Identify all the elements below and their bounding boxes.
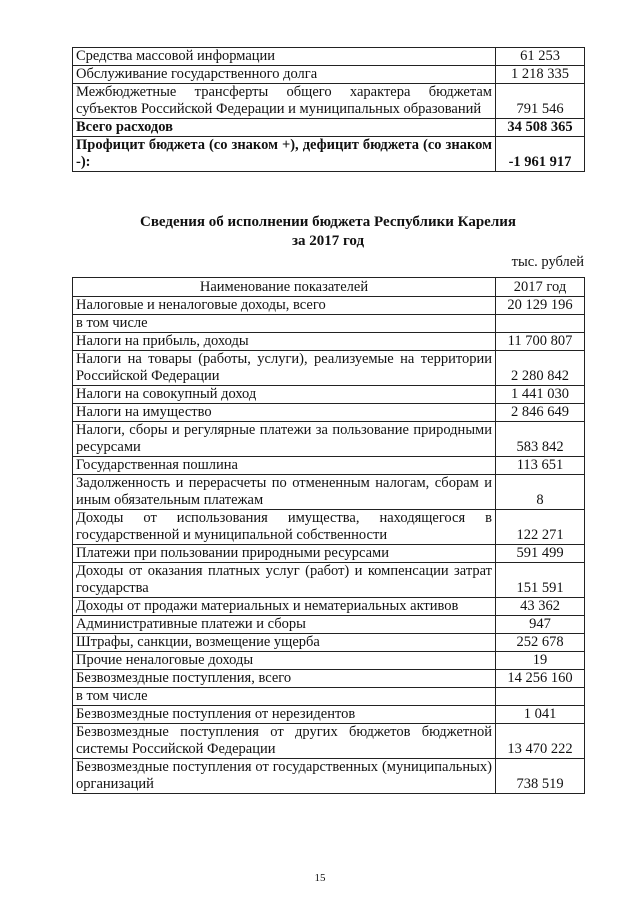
row-value-cell: 583 842 xyxy=(496,422,585,457)
row-value-cell: 151 591 xyxy=(496,563,585,598)
row-value-cell: 43 362 xyxy=(496,598,585,616)
table-row xyxy=(73,598,585,616)
row-value-cell: 947 xyxy=(496,616,585,634)
table-row xyxy=(73,545,585,563)
table-row xyxy=(73,706,585,724)
table-row xyxy=(73,652,585,670)
table-row xyxy=(73,333,585,351)
row-label-cell: Налоговые и неналоговые доходы, всего xyxy=(73,297,496,315)
row-label-cell: Профицит бюджета (со знаком +), дефицит бюджета (со знаком -): xyxy=(73,137,496,172)
table-row xyxy=(73,315,585,333)
table-row xyxy=(73,66,585,84)
table-row xyxy=(73,670,585,688)
row-value-cell: 591 499 xyxy=(496,545,585,563)
row-label-cell: Всего расходов xyxy=(73,119,496,137)
table-row xyxy=(73,759,585,794)
row-label-cell: Прочие неналоговые доходы xyxy=(73,652,496,670)
row-value-cell: 8 xyxy=(496,475,585,510)
table-row xyxy=(73,137,585,172)
table-row xyxy=(73,351,585,386)
row-label-cell: Доходы от оказания платных услуг (работ) и компенсации затрат государства xyxy=(73,563,496,598)
page-number: 15 xyxy=(314,872,326,884)
row-label-cell: Обслуживание государственного долга xyxy=(73,66,496,84)
row-label-cell: Средства массовой информации xyxy=(73,48,496,66)
table-row xyxy=(73,297,585,315)
row-value-cell: 11 700 807 xyxy=(496,333,585,351)
row-value-cell: -1 961 917 xyxy=(496,137,585,172)
table-row xyxy=(73,616,585,634)
section-title xyxy=(72,213,584,251)
header-name-cell: Наименование показателей xyxy=(73,278,496,297)
row-label-cell: Задолженность и перерасчеты по отмененным налогам, сборам и иным обязательным платежам xyxy=(73,475,496,510)
row-value-cell: 122 271 xyxy=(496,510,585,545)
row-value-cell: 113 651 xyxy=(496,457,585,475)
row-label-cell: Безвозмездные поступления от других бюджетов бюджетной системы Российской Федерации xyxy=(73,724,496,759)
row-label-cell: Безвозмездные поступления от нерезидентов xyxy=(73,706,496,724)
row-value-cell: 13 470 222 xyxy=(496,724,585,759)
table-row xyxy=(73,510,585,545)
row-label-cell: Налоги на прибыль, доходы xyxy=(73,333,496,351)
row-label-cell: Административные платежи и сборы xyxy=(73,616,496,634)
expenses-summary-table xyxy=(72,47,585,172)
row-label-cell: Налоги, сборы и регулярные платежи за пользование природными ресурсами xyxy=(73,422,496,457)
table-row xyxy=(73,119,585,137)
section-title-line-2: за 2017 год xyxy=(291,233,365,249)
table-row xyxy=(73,422,585,457)
table-row xyxy=(73,563,585,598)
row-label-cell: Платежи при пользовании природными ресурсами xyxy=(73,545,496,563)
table-row xyxy=(73,84,585,119)
row-value-cell: 252 678 xyxy=(496,634,585,652)
row-label-cell: Доходы от продажи материальных и нематериальных активов xyxy=(73,598,496,616)
row-label-cell: Государственная пошлина xyxy=(73,457,496,475)
table-row xyxy=(73,688,585,706)
table-row xyxy=(73,634,585,652)
row-label-cell: Налоги на товары (работы, услуги), реализуемые на территории Российской Федерации xyxy=(73,351,496,386)
section-title-line-1: Сведения об исполнении бюджета Республики Карелия xyxy=(140,214,516,230)
row-label-cell: в том числе xyxy=(73,688,496,706)
row-value-cell: 20 129 196 xyxy=(496,297,585,315)
row-label-cell: в том числе xyxy=(73,315,496,333)
row-value-cell xyxy=(496,315,585,333)
table-row xyxy=(73,386,585,404)
row-value-cell xyxy=(496,688,585,706)
row-label-cell: Налоги на имущество xyxy=(73,404,496,422)
table-row xyxy=(73,457,585,475)
row-label-cell: Доходы от использования имущества, находящегося в государственной и муниципальной собственности xyxy=(73,510,496,545)
row-value-cell: 791 546 xyxy=(496,84,585,119)
row-label-cell: Межбюджетные трансферты общего характера бюджетам субъектов Российской Федерации и муниципальных образований xyxy=(73,84,496,119)
table-row xyxy=(73,475,585,510)
table-row xyxy=(73,724,585,759)
row-label-cell: Безвозмездные поступления, всего xyxy=(73,670,496,688)
table-row xyxy=(73,48,585,66)
row-value-cell: 14 256 160 xyxy=(496,670,585,688)
header-year-cell: 2017 год xyxy=(496,278,585,297)
table-row xyxy=(73,404,585,422)
row-value-cell: 2 846 649 xyxy=(496,404,585,422)
row-value-cell: 1 041 xyxy=(496,706,585,724)
row-label-cell: Налоги на совокупный доход xyxy=(73,386,496,404)
row-value-cell: 61 253 xyxy=(496,48,585,66)
row-label-cell: Безвозмездные поступления от государственных (муниципальных) организаций xyxy=(73,759,496,794)
row-value-cell: 1 218 335 xyxy=(496,66,585,84)
row-value-cell: 1 441 030 xyxy=(496,386,585,404)
budget-execution-table xyxy=(72,277,585,794)
unit-label: тыс. рублей xyxy=(511,254,584,270)
row-label-cell: Штрафы, санкции, возмещение ущерба xyxy=(73,634,496,652)
row-value-cell: 2 280 842 xyxy=(496,351,585,386)
row-value-cell: 738 519 xyxy=(496,759,585,794)
table-header-row xyxy=(73,278,585,297)
row-value-cell: 34 508 365 xyxy=(496,119,585,137)
row-value-cell: 19 xyxy=(496,652,585,670)
